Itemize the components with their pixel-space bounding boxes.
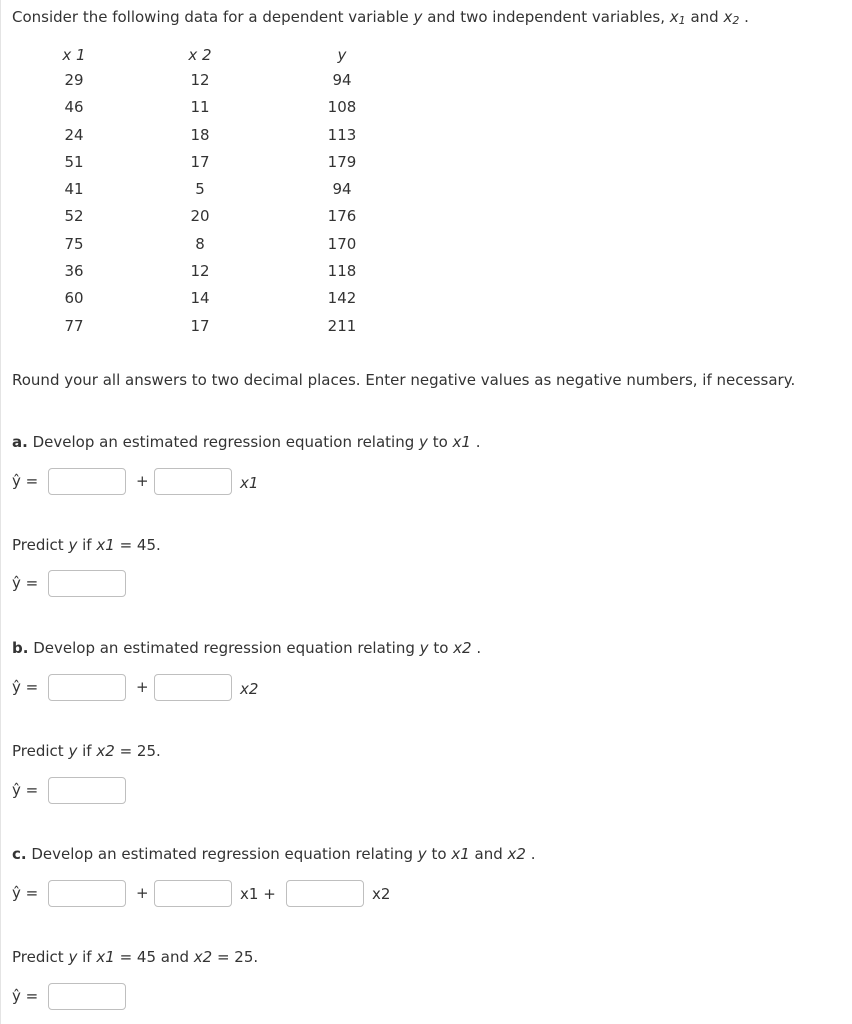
table-cell: 170 xyxy=(327,234,357,253)
intro-x1-sub: 1 xyxy=(678,14,686,27)
table-cell: 77 xyxy=(64,316,84,335)
table-cell: 179 xyxy=(327,152,357,171)
part-c-eq-var1: x1 + xyxy=(240,885,276,903)
table-cell: 51 xyxy=(64,152,84,171)
part-c-predict-text: Predict xyxy=(12,948,64,966)
yhat-symbol: ŷ xyxy=(12,987,21,1005)
plus-sign: + xyxy=(136,678,149,696)
part-b-prediction-input[interactable] xyxy=(48,777,126,804)
table-cell: 29 xyxy=(64,71,84,89)
table-cell: 176 xyxy=(327,207,357,226)
intro-mid: and two independent variables, xyxy=(427,8,665,26)
part-a-text: Develop an estimated regression equation relating xyxy=(32,433,415,451)
yhat-symbol: ŷ xyxy=(12,472,21,490)
part-b-predict-var: x2 xyxy=(96,742,115,760)
table-cell: 5 xyxy=(195,180,205,199)
table-header-y: y xyxy=(337,46,347,64)
part-a-slope-input[interactable] xyxy=(154,468,232,495)
part-b-label: b. xyxy=(12,639,29,657)
part-c-end: . xyxy=(530,845,536,863)
table-cell: 211 xyxy=(327,316,357,335)
part-c-x1-coef-input[interactable] xyxy=(154,880,232,907)
part-c-label: c. xyxy=(12,845,27,863)
table-cell: 12 xyxy=(190,71,210,89)
table-cell: 94 xyxy=(332,71,352,89)
part-c-prediction-input[interactable] xyxy=(48,983,126,1010)
table-cell: 113 xyxy=(327,125,357,144)
part-c-eq-yhat xyxy=(12,884,38,902)
plus-sign: + xyxy=(136,472,149,490)
rounding-instruction: Round your all answers to two decimal places. Enter negative values as negative numbers, if necessary. xyxy=(12,371,796,389)
intro-and: and xyxy=(690,8,719,26)
equals-sign: = xyxy=(25,574,39,592)
yhat-symbol: ŷ xyxy=(12,884,21,902)
table-cell: 18 xyxy=(190,125,210,144)
part-c-predict-mid: = 45 and xyxy=(119,948,189,966)
part-b-text: Develop an estimated regression equation relating xyxy=(33,639,415,657)
part-b-prompt xyxy=(12,639,481,657)
part-a-predict-text: Predict xyxy=(12,536,64,554)
part-b-eq-var: x2 xyxy=(240,680,259,698)
table-cell: 24 xyxy=(64,125,84,144)
part-c-and: and xyxy=(474,845,503,863)
intro-x2-sub: 2 xyxy=(732,14,740,27)
table-cell: 36 xyxy=(64,262,84,281)
part-c-var2: x2 xyxy=(507,845,526,863)
equals-sign: = xyxy=(25,884,39,902)
intro-end: . xyxy=(744,8,749,26)
equals-sign: = xyxy=(25,678,39,696)
part-b-predict-value: = 25. xyxy=(119,742,161,760)
part-c-intercept-input[interactable] xyxy=(48,880,126,907)
table-column-x2 xyxy=(170,67,230,340)
table-cell: 75 xyxy=(64,234,84,253)
table-cell: 108 xyxy=(327,98,357,117)
part-c-y: y xyxy=(417,845,427,863)
part-b-predict-yhat xyxy=(12,781,38,799)
part-c-to: to xyxy=(431,845,447,863)
table-cell: 17 xyxy=(190,152,210,171)
equals-sign: = xyxy=(25,781,39,799)
part-a-label: a. xyxy=(12,433,28,451)
part-a-var: x1 xyxy=(452,433,471,451)
intro-x2-var: x xyxy=(723,8,733,26)
part-b-eq-yhat xyxy=(12,678,38,696)
part-c-x2-coef-input[interactable] xyxy=(286,880,364,907)
problem-intro xyxy=(12,8,749,27)
part-a-y: y xyxy=(419,433,428,451)
table-cell: 14 xyxy=(190,289,210,308)
part-c-predict-value: = 25. xyxy=(216,948,259,966)
table-cell: 94 xyxy=(332,180,352,199)
part-c-predict-var1: x1 xyxy=(96,948,115,966)
table-cell: 52 xyxy=(64,207,84,226)
part-a-eq-var: x1 xyxy=(240,474,259,492)
part-a-end: . xyxy=(475,433,481,451)
part-b-var: x2 xyxy=(453,639,472,657)
part-b-intercept-input[interactable] xyxy=(48,674,126,701)
table-cell: 118 xyxy=(327,262,357,281)
part-a-prompt xyxy=(12,433,481,451)
part-c-eq-var2: x2 xyxy=(372,885,391,903)
yhat-symbol: ŷ xyxy=(12,781,21,799)
equals-sign: = xyxy=(25,987,39,1005)
part-b-y: y xyxy=(419,639,429,657)
table-cell: 60 xyxy=(64,289,84,308)
intro-x1-var: x xyxy=(669,8,679,26)
table-cell: 8 xyxy=(195,234,205,253)
yhat-symbol: ŷ xyxy=(12,678,21,696)
part-a-predict-value: = 45. xyxy=(119,536,161,554)
plus-sign: + xyxy=(136,884,149,902)
table-column-y xyxy=(312,67,372,340)
part-a-intercept-input[interactable] xyxy=(48,468,126,495)
part-c-prompt xyxy=(12,845,536,863)
left-border xyxy=(0,0,1,1024)
part-a-predict-y: y xyxy=(68,536,78,554)
intro-y-var: y xyxy=(413,8,423,26)
table-cell: 46 xyxy=(64,98,84,117)
part-b-slope-input[interactable] xyxy=(154,674,232,701)
part-c-predict-y: y xyxy=(68,948,78,966)
table-cell: 12 xyxy=(190,262,210,281)
part-b-predict-y: y xyxy=(68,742,78,760)
part-c-predict-if: if xyxy=(82,948,92,966)
part-c-var1: x1 xyxy=(451,845,470,863)
part-c-predict-yhat xyxy=(12,987,38,1005)
part-c-predict-var2: x2 xyxy=(193,948,213,966)
yhat-symbol: ŷ xyxy=(12,574,21,592)
part-a-to: to xyxy=(432,433,448,451)
part-a-eq-yhat xyxy=(12,472,38,490)
table-header-x2: x 2 xyxy=(188,46,212,64)
part-c-predict-prompt xyxy=(12,948,258,966)
table-cell: 41 xyxy=(64,180,84,199)
part-a-predict-yhat xyxy=(12,574,38,592)
part-a-predict-var: x1 xyxy=(96,536,115,554)
part-b-end: . xyxy=(476,639,482,657)
table-cell: 11 xyxy=(190,98,210,117)
table-cell: 142 xyxy=(327,289,357,308)
part-b-predict-prompt xyxy=(12,742,161,760)
intro-prefix: Consider the following data for a dependent variable xyxy=(12,8,409,26)
part-b-to: to xyxy=(433,639,449,657)
table-cell: 20 xyxy=(190,207,210,226)
equals-sign: = xyxy=(25,472,39,490)
part-a-predict-if: if xyxy=(82,536,92,554)
table-column-x1 xyxy=(44,67,104,340)
part-b-predict-text: Predict xyxy=(12,742,64,760)
part-c-text: Develop an estimated regression equation relating xyxy=(31,845,414,863)
part-b-predict-if: if xyxy=(82,742,92,760)
part-a-predict-prompt xyxy=(12,536,161,554)
table-header-x1: x 1 xyxy=(62,46,86,64)
part-a-prediction-input[interactable] xyxy=(48,570,126,597)
table-cell: 17 xyxy=(190,316,210,335)
